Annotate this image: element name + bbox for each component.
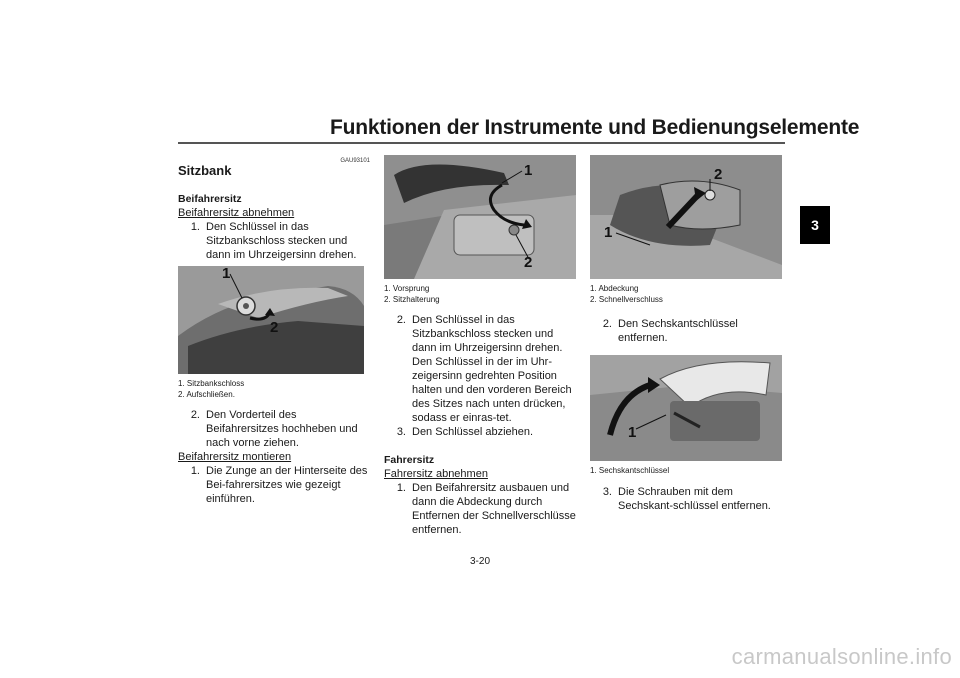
figure-cover: [590, 155, 782, 279]
step-number: 3.: [602, 485, 612, 498]
step-text: Die Schrauben mit dem Sechskant-schlüssel entfernen.: [618, 485, 771, 512]
column-2: [384, 155, 576, 537]
step-text: Den Schlüssel in das Sitzbankschloss stecken und dann im Uhrzeigersinn drehen. Den Schlüssel in der im Uhr-zeigersinn gedrehten Position halten und den vorderen Bereich des Sitzes nach unten drücken, sodass er einras-tet.: [412, 314, 572, 424]
subsection-title: Beifahrersitz: [178, 193, 242, 205]
subsection-title: Fahrersitz: [384, 454, 435, 466]
step-item: [178, 464, 370, 506]
figure-callout: 1: [524, 162, 533, 179]
column-1: [178, 150, 370, 506]
step-number: 1.: [190, 465, 200, 477]
step-text: Den Sechskantschlüssel entfernen.: [618, 318, 738, 344]
figure-callout: 2: [270, 319, 279, 336]
figure-caption: 2. Aufschließen.: [178, 389, 235, 399]
figure-callout: 2: [524, 254, 533, 271]
procedure-heading: Beifahrersitz montieren: [178, 451, 292, 463]
figure-callout: 2: [714, 166, 723, 183]
step-item: [590, 317, 782, 345]
procedure-heading: Beifahrersitz abnehmen: [178, 207, 295, 219]
step-number: 1.: [396, 482, 406, 494]
title-rule: [178, 142, 785, 144]
figure-caption: 1. Abdeckung: [590, 284, 639, 293]
step-text: Die Zunge an der Hinterseite des Bei-fahrersitzes wie gezeigt einführen.: [206, 465, 368, 505]
step-number: 2.: [602, 318, 612, 330]
figure-caption: 1. Vorsprung: [384, 284, 430, 293]
procedure-heading: Fahrersitz abnehmen: [384, 468, 488, 480]
figure-caption: 1. Sechskantschlüssel: [590, 466, 670, 475]
step-item: [178, 408, 370, 450]
step-number: 2.: [396, 314, 406, 326]
page-number: 3-20: [469, 556, 490, 567]
step-number: 2.: [190, 409, 200, 421]
figure-hex-key: [590, 355, 782, 461]
step-text: Den Schlüssel in das Sitzbankschloss stecken und dann im Uhrzeigersinn drehen.: [206, 221, 357, 261]
step-number: 1.: [190, 221, 200, 233]
step-item: [178, 220, 370, 262]
figure-caption: 2. Sitzhalterung: [384, 294, 440, 304]
page-title: Funktionen der Instrumente und Bedienungselemente: [330, 116, 860, 139]
column-3: [590, 155, 782, 513]
document-code: GAU93101: [340, 158, 370, 164]
watermark: carmanualsonline.info: [731, 644, 952, 669]
figure-caption: 2. Schnellverschluss: [590, 294, 663, 304]
section-title: Sitzbank: [178, 163, 232, 178]
step-item: [384, 313, 576, 425]
figure-callout: 1: [628, 424, 637, 441]
chapter-tab[interactable]: 3: [800, 206, 830, 244]
figure-callout: 1: [604, 224, 613, 241]
step-text: Den Vorderteil des Beifahrersitzes hochheben und nach vorne ziehen.: [206, 409, 358, 449]
step-item: [384, 481, 576, 537]
step-item: [384, 425, 576, 439]
step-text: Den Beifahrersitz ausbauen und dann die Abdeckung durch Entfernen der Schnellverschlüsse entfernen.: [412, 482, 576, 536]
figure-seat-tongue: [384, 155, 576, 279]
step-text: Den Schlüssel abziehen.: [412, 426, 534, 438]
figure-callout: 1: [222, 266, 231, 282]
step-number: 3.: [396, 426, 406, 438]
step-item: [590, 485, 782, 513]
figure-caption: 1. Sitzbankschloss: [178, 379, 245, 388]
figure-seat-lock: [178, 266, 364, 374]
